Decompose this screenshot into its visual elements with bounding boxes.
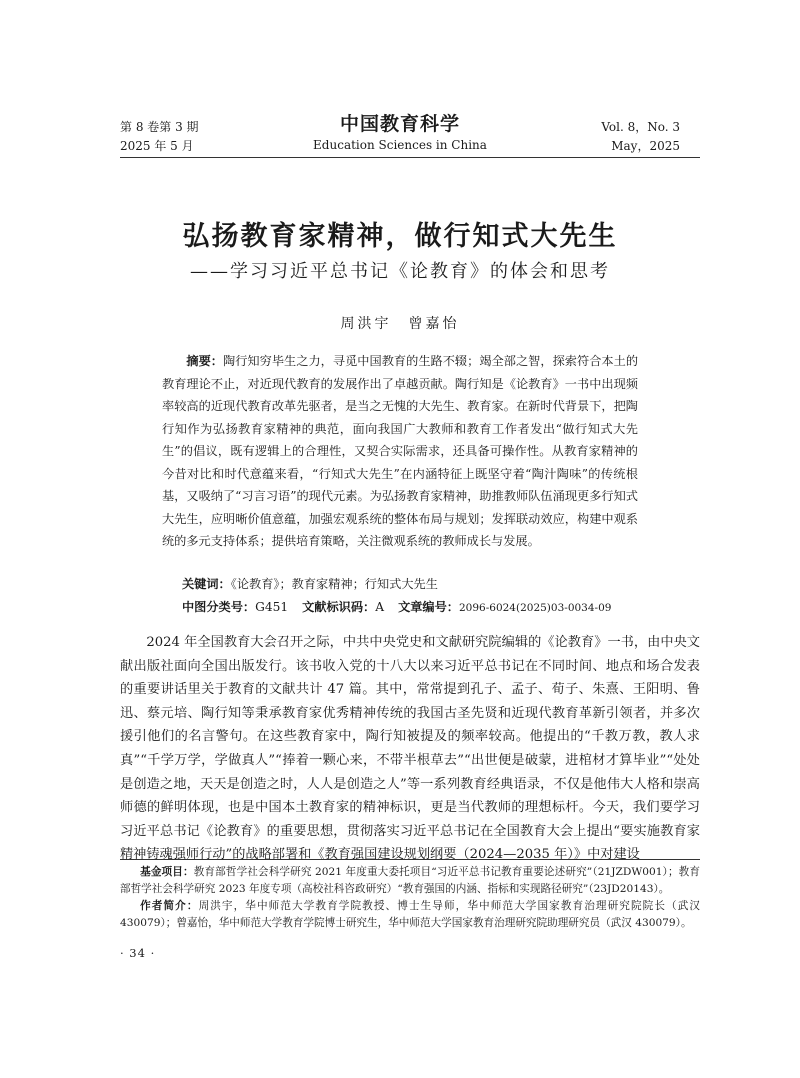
clc-value: G451	[255, 600, 289, 614]
volume-issue-zh: 第 8 卷第 3 期	[120, 120, 199, 134]
article-subtitle: ——学习习近平总书记《论教育》的体会和思考	[190, 261, 610, 282]
article-authors: 周洪宇 曾嘉怡	[340, 316, 460, 332]
author-bio-text: 周洪宇，华中师范大学教育学院教授、博士生导师，华中师范大学国家教育治理研究院院长（武汉 430079）；曾嘉怡，华中师范大学教育学院博士研究生，华中师范大学国家教育治理研究院助理研究员（武汉 430079）。	[120, 900, 700, 929]
author-bio-label: 作者简介：	[140, 900, 199, 912]
keywords-label: 关键词：	[182, 577, 231, 591]
page-number: · 34 ·	[120, 946, 156, 960]
header-divider	[120, 157, 700, 158]
volume-issue-en: Vol. 8，No. 3	[601, 120, 680, 134]
footnotes	[120, 864, 700, 932]
abstract-text: 陶行知穷毕生之力，寻觅中国教育的生路不辍；竭全部之智，探索符合本土的教育理论不止，对近现代教育的发展作出了卓越贡献。陶行知是《论教育》一书中出现频率较高的近现代教育改革先驱者，是当之无愧的大先生、教育家。在新时代背景下，把陶行知作为弘扬教育家精神的典范，面向我国广大教师和教育工作者发出“做行知式大先生”的倡议，既有逻辑上的合理性，又契合实际需求，还具备可操作性。从教育家精神的今昔对比和时代意蕴来看，“行知式大先生”在内涵特征上既坚守着“陶汁陶味”的传统根基，又吸纳了“习言习语”的现代元素。为弘扬教育家精神，助推教师队伍涌现更多行知式大先生，应明晰价值意蕴，加强宏观系统的整体布局与规划；发挥联动效应，构建中观系统的多元支持体系；提供培育策略，关注微观系统的教师成长与发展。	[162, 354, 639, 548]
footnote-divider	[120, 859, 700, 860]
classification-line	[182, 596, 611, 620]
article-title: 弘扬教育家精神，做行知式大先生	[182, 221, 618, 252]
journal-name-zh: 中国教育科学	[339, 113, 460, 135]
author-note	[120, 898, 700, 932]
fund-note	[120, 864, 700, 898]
document-code-value: A	[375, 600, 385, 614]
fund-label: 基金项目：	[140, 866, 194, 878]
body-paragraph: 2024 年全国教育大会召开之际，中共中央党史和文献研究院编辑的《论教育》一书，由中央文献出版社面向全国出版发行。该书收入党的十八大以来习近平总书记在不同时间、地点和场合发表的重要讲话里关于教育的文献共计 47 篇。其中，常常提到孔子、孟子、荀子、朱熹、王阳明、鲁迅、蔡元培、陶行知等秉承教育家优秀精神传统的我国古圣先贤和近现代教育革新引领者，并多次援引他们的名言警句。在这些教育家中，陶行知被提及的频率较高。他提出的“千教万教，教人求真”“千学万学，学做真人”“捧着一颗心来，不带半根草去”“出世便是破蒙，进棺材才算毕业”“处处是创造之地，天天是创造之时，人人是创造之人”等一系列教育经典语录，不仅是他伟大人格和崇高师德的鲜明体现，也是中国本土教育家的精神标识，更是当代教师的理想标杆。今天，我们要学习习近平总书记《论教育》的重要思想，贯彻落实习近平总书记在全国教育大会上提出“要实施教育家精神铸魂强师行动”的战略部署和《教育强国建设规划纲要（2024—2035 年）》中对建设	[120, 635, 700, 863]
article-number-value: 2096-6024(2025)03-0034-09	[459, 602, 612, 614]
keywords-text: 《论教育》；教育家精神；行知式大先生	[230, 577, 438, 591]
abstract-label: 摘要：	[186, 354, 224, 368]
document-code-label: 文献标识码：	[302, 600, 376, 614]
article-number-label: 文章编号：	[398, 600, 459, 614]
date-zh: 2025 年 5 月	[120, 139, 194, 153]
fund-text: 教育部哲学社会科学研究 2021 年度重大委托项目“习近平总书记教育重要论述研究”（21JZDW001）；教育部哲学社会科学研究 2023 年度专项（高校社科咨政研究）“教育强国的内涵、指标和实现路径研究”（23JD20143）。	[120, 866, 700, 895]
keywords	[182, 573, 438, 596]
header-right	[601, 118, 680, 156]
date-en: May，2025	[611, 139, 680, 153]
clc-label: 中图分类号：	[182, 600, 256, 614]
abstract	[162, 350, 638, 553]
journal-masthead	[0, 112, 800, 154]
journal-name-en: Education Sciences in China	[313, 138, 487, 152]
